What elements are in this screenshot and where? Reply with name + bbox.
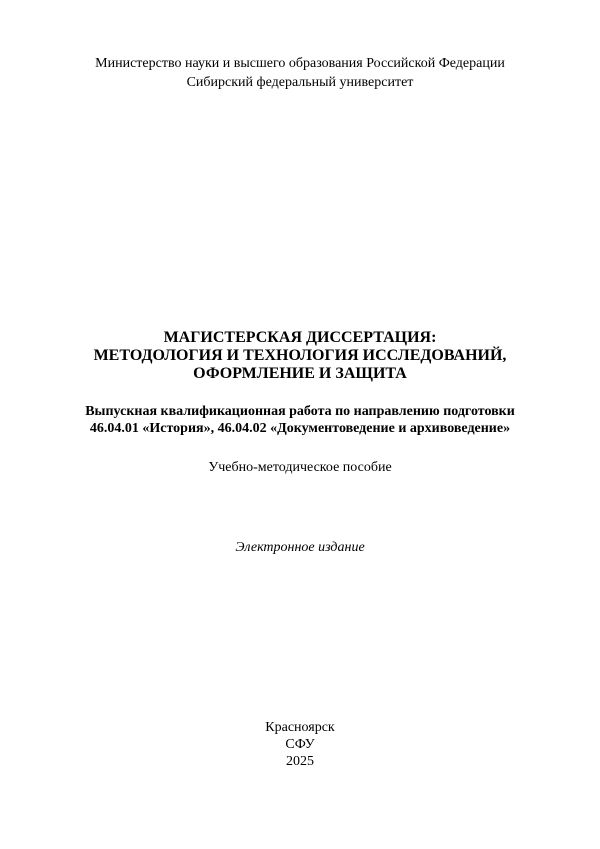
- university-name: Сибирский федеральный университет: [186, 75, 414, 90]
- publication-year: 2025: [286, 754, 314, 769]
- title-line-3: ОФОРМЛЕНИЕ И ЗАЩИТА: [193, 365, 407, 382]
- publisher-name: СФУ: [285, 737, 315, 752]
- subtitle-line-2: 46.04.01 «История», 46.04.02 «Документоведение и архивоведение»: [89, 421, 511, 436]
- ministry-name: Министерство науки и высшего образования Российской Федерации: [95, 56, 505, 71]
- title-line-2: МЕТОДОЛОГИЯ И ТЕХНОЛОГИЯ ИССЛЕДОВАНИЙ,: [93, 347, 507, 364]
- document-type: Учебно-методическое пособие: [208, 460, 392, 475]
- publication-city: Красноярск: [265, 720, 335, 735]
- subtitle-line-1: Выпускная квалификационная работа по направлению подготовки: [85, 404, 515, 419]
- edition-note: Электронное издание: [235, 540, 365, 555]
- title-line-1: МАГИСТЕРСКАЯ ДИССЕРТАЦИЯ:: [163, 329, 437, 346]
